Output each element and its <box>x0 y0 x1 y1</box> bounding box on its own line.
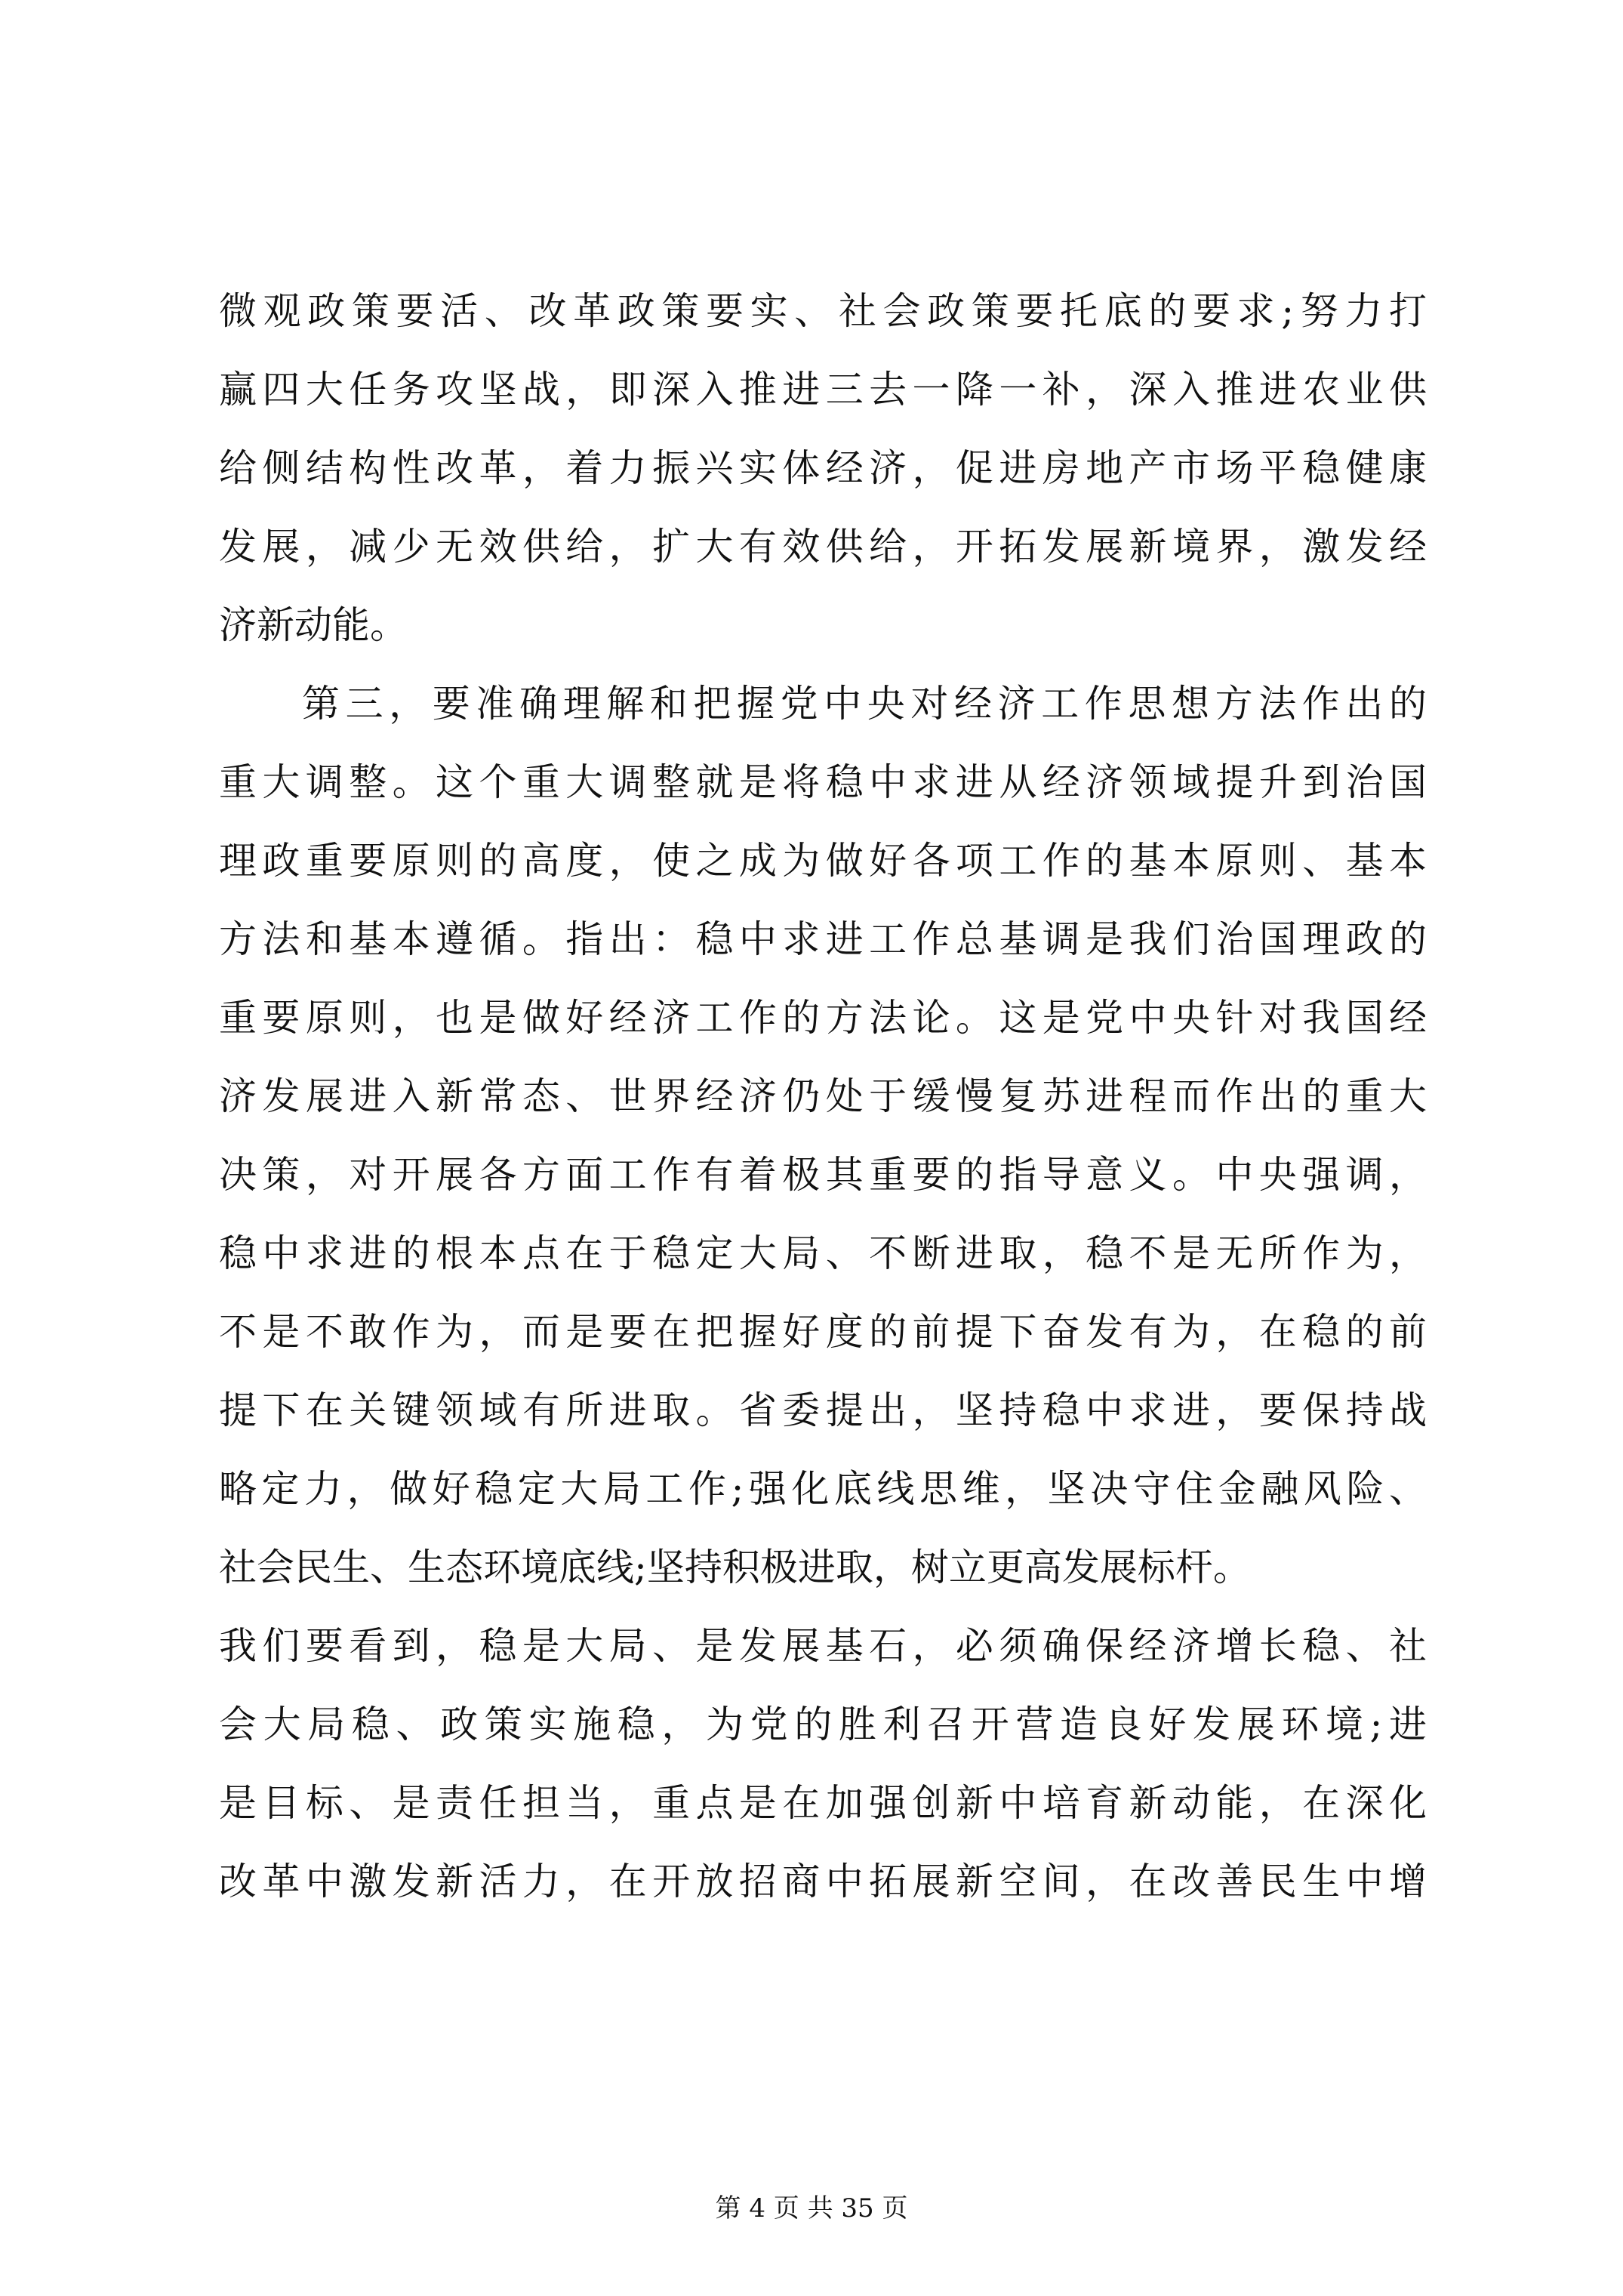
text-line: 方法和基本遵循。指出：稳中求进工作总基调是我们治国理政的 <box>219 917 1427 961</box>
page-footer: 第 4 页 共 35 页 <box>715 2193 908 2224</box>
body-text <box>219 272 1427 1921</box>
text-line: 是目标、是责任担当，重点是在加强创新中培育新动能，在深化 <box>219 1781 1427 1825</box>
text-line: 略定力，做好稳定大局工作;强化底线思维，坚决守住金融风险、 <box>219 1467 1427 1511</box>
text-line: 重要原则，也是做好经济工作的方法论。这是党中央针对我国经 <box>219 996 1427 1040</box>
text-line: 理政重要原则的高度，使之成为做好各项工作的基本原则、基本 <box>219 839 1427 883</box>
text-line: 赢四大任务攻坚战，即深入推进三去一降一补，深入推进农业供 <box>219 368 1427 411</box>
text-line: 会大局稳、政策实施稳，为党的胜利召开营造良好发展环境;进 <box>219 1703 1427 1746</box>
paragraph-first-line: 第三，要准确理解和把握党中央对经济工作思想方法作出的 <box>302 682 1427 726</box>
text-line: 重大调整。这个重大调整就是将稳中求进从经济领域提升到治国 <box>219 760 1427 804</box>
text-line: 给侧结构性改革，着力振兴实体经济，促进房地产市场平稳健康 <box>219 446 1427 490</box>
text-line: 改革中激发新活力，在开放招商中拓展新空间，在改善民生中增 <box>219 1860 1427 1903</box>
text-line: 社会民生、生态环境底线;坚持积极进取，树立更高发展标杆。 <box>219 1546 1251 1589</box>
text-line: 发展，减少无效供给，扩大有效供给，开拓发展新境界，激发经 <box>219 525 1427 569</box>
text-line: 济新动能。 <box>219 603 408 647</box>
text-line: 提下在关键领域有所进取。省委提出，坚持稳中求进，要保持战 <box>219 1388 1427 1432</box>
text-line: 济发展进入新常态、世界经济仍处于缓慢复苏进程而作出的重大 <box>219 1074 1427 1118</box>
text-line: 稳中求进的根本点在于稳定大局、不断进取，稳不是无所作为， <box>219 1231 1427 1275</box>
text-line: 决策，对开展各方面工作有着极其重要的指导意义。中央强调， <box>219 1153 1427 1197</box>
text-line: 微观政策要活、改革政策要实、社会政策要托底的要求;努力打 <box>219 289 1427 333</box>
text-line: 我们要看到，稳是大局、是发展基石，必须确保经济增长稳、社 <box>219 1624 1427 1668</box>
text-line: 不是不敢作为，而是要在把握好度的前提下奋发有为，在稳的前 <box>219 1310 1427 1354</box>
